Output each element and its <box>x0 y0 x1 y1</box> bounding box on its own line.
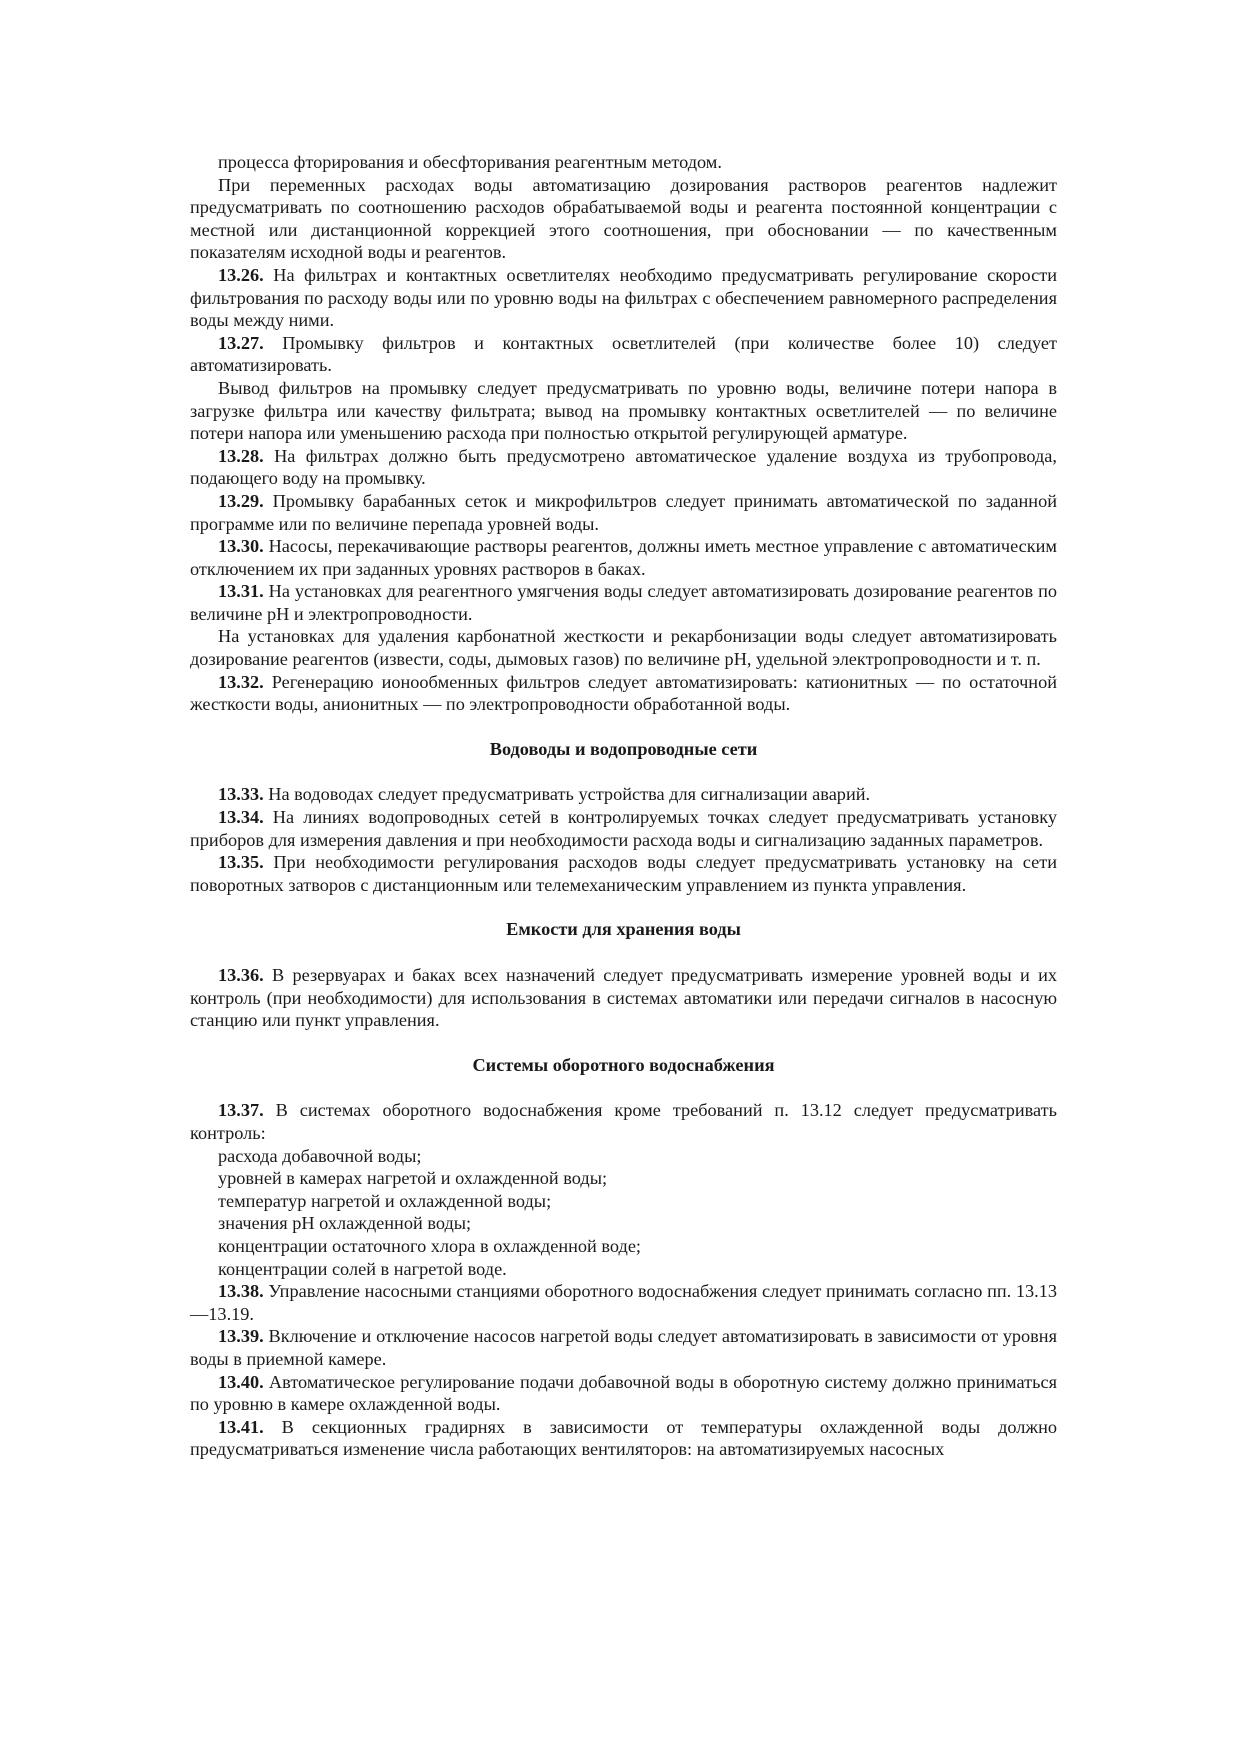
clause-number: 13.29. <box>218 490 264 511</box>
list-item: расхода добавочной воды; <box>218 1145 422 1166</box>
paragraph-text: Регенерацию ионообменных фильтров следует автоматизировать: катионитных — по остаточной жесткости воды, анионитных — по электропроводности обработанной воды. <box>190 671 1057 715</box>
paragraph-text: процесса фторирования и обесфторивания реагентным методом. <box>218 152 722 172</box>
paragraph <box>190 625 1057 670</box>
paragraph <box>190 445 1057 490</box>
clause-number: 13.31. <box>218 581 264 602</box>
clause-number: 13.38. <box>218 1281 264 1302</box>
paragraph-text: При переменных расходах воды автоматизацию дозирования растворов реагентов надлежит предусматривать по соотношению расходов обрабатываемой воды и реагента постоянной концентрации с местной или дистанционной коррекцией этого соотношения, при обосновании — по качественным показателям исходной воды и реагентов. <box>190 174 1057 263</box>
paragraph-text: Промывку барабанных сеток и микрофильтров следует принимать автоматической по заданной программе или по величине перепада уровней воды. <box>190 490 1057 534</box>
paragraph <box>190 377 1057 445</box>
clause-number: 13.35. <box>218 852 264 873</box>
paragraph <box>190 151 1057 174</box>
paragraph <box>190 1280 1057 1325</box>
paragraph <box>190 1371 1057 1416</box>
section-heading: Емкости для хранения воды <box>506 919 741 940</box>
clause-number: 13.28. <box>218 445 264 466</box>
paragraph-text: В системах оборотного водоснабжения кроме требований п. 13.12 следует предусматривать контроль: <box>190 1100 1057 1143</box>
list-item: температур нагретой и охлажденной воды; <box>218 1190 552 1211</box>
paragraph <box>190 332 1057 377</box>
paragraph <box>190 174 1057 264</box>
clause-number: 13.40. <box>218 1371 264 1392</box>
paragraph <box>190 580 1057 625</box>
paragraph-text: Промывку фильтров и контактных осветлителей (при количестве более 10) следует автоматизировать. <box>190 332 1057 376</box>
clause-number: 13.33. <box>218 784 264 805</box>
clause-number: 13.32. <box>218 671 264 692</box>
paragraph <box>190 964 1057 1032</box>
list-item: значения pH охлажденной воды; <box>218 1213 472 1234</box>
clause-number: 13.39. <box>218 1326 264 1347</box>
clause-number: 13.26. <box>218 264 264 285</box>
clause-number: 13.27. <box>218 332 264 353</box>
section-heading: Водоводы и водопроводные сети <box>489 738 758 759</box>
paragraph <box>190 264 1057 332</box>
paragraph-text: При необходимости регулирования расходов воды следует предусматривать установку на сети поворотных затворов с дистанционным или телемеханическим управлением из пункта управления. <box>190 852 1057 895</box>
paragraph-text: Вывод фильтров на промывку следует предусматривать по уровню воды, величине потери напора в загрузке фильтра или качеству фильтрата; вывод на промывку контактных осветлителей — по величине потери напора или уменьшению расхода при полностью открытой регулирующей арматуре. <box>190 377 1057 444</box>
document-page <box>190 151 1057 1461</box>
clause-number: 13.37. <box>218 1100 264 1121</box>
paragraph-text: На водоводах следует предусматривать устройства для сигнализации аварий. <box>263 784 871 805</box>
paragraph-text: На фильтрах и контактных осветлителях необходимо предусматривать регулирование скорости фильтрования по расходу воды или по уровню воды на фильтрах с обеспечением равномерного распределения воды между ними. <box>190 264 1057 331</box>
paragraph <box>190 1325 1057 1370</box>
section-heading: Системы оборотного водоснабжения <box>472 1054 775 1075</box>
paragraph-text: На установках для удаления карбонатной жесткости и рекарбонизации воды следует автоматизировать дозирование реагентов (извести, соды, дымовых газов) по величине pH, удельной электропроводности и т. п. <box>190 626 1057 670</box>
clause-number: 13.34. <box>218 807 264 828</box>
paragraph <box>190 490 1057 535</box>
paragraph <box>190 1099 1057 1144</box>
clause-number: 13.30. <box>218 536 264 557</box>
list-item: уровней в камерах нагретой и охлажденной воды; <box>218 1168 608 1189</box>
list-item: концентрации солей в нагретой воде. <box>218 1258 507 1279</box>
list-item: концентрации остаточного хлора в охлажденной воде; <box>218 1235 642 1256</box>
paragraph <box>190 671 1057 716</box>
paragraph-text: Управление насосными станциями оборотного водоснабжения следует принимать согласно пп. 13.13—13.19. <box>190 1281 1057 1324</box>
paragraph-text: Насосы, перекачивающие растворы реагентов, должны иметь местное управление с автоматическим отключением их при заданных уровнях растворов в баках. <box>190 536 1057 579</box>
paragraph-text: Включение и отключение насосов нагретой воды следует автоматизировать в зависимости от уровня воды в приемной камере. <box>190 1326 1057 1369</box>
paragraph <box>190 1416 1057 1461</box>
paragraph-text: В резервуарах и баках всех назначений следует предусматривать измерение уровней воды и их контроль (при необходимости) для использования в системах автоматики или передачи сигналов в насосную станцию или пункт управления. <box>190 965 1057 1031</box>
paragraph <box>190 851 1057 896</box>
paragraph-text: На установках для реагентного умягчения воды следует автоматизировать дозирование реагентов по величине pH и электропроводности. <box>190 581 1057 624</box>
paragraph-text: В секционных градирнях в зависимости от температуры охлажденной воды должно предусматриваться изменение числа работающих вентиляторов: на автоматизируемых насосных <box>190 1416 1057 1460</box>
paragraph <box>190 783 1057 806</box>
paragraph-text: На фильтрах должно быть предусмотрено автоматическое удаление воздуха из трубопровода, подающего воду на промывку. <box>190 445 1057 489</box>
clause-number: 13.41. <box>218 1416 264 1437</box>
paragraph <box>190 806 1057 851</box>
paragraph <box>190 535 1057 580</box>
clause-number: 13.36. <box>218 965 264 985</box>
paragraph-text: На линиях водопроводных сетей в контролируемых точках следует предусматривать установку приборов для измерения давления и при необходимости расхода воды и сигнализацию заданных параметров. <box>190 807 1057 850</box>
paragraph-text: Автоматическое регулирование подачи добавочной воды в оборотную систему должно приниматься по уровню в камере охлажденной воды. <box>190 1371 1057 1415</box>
